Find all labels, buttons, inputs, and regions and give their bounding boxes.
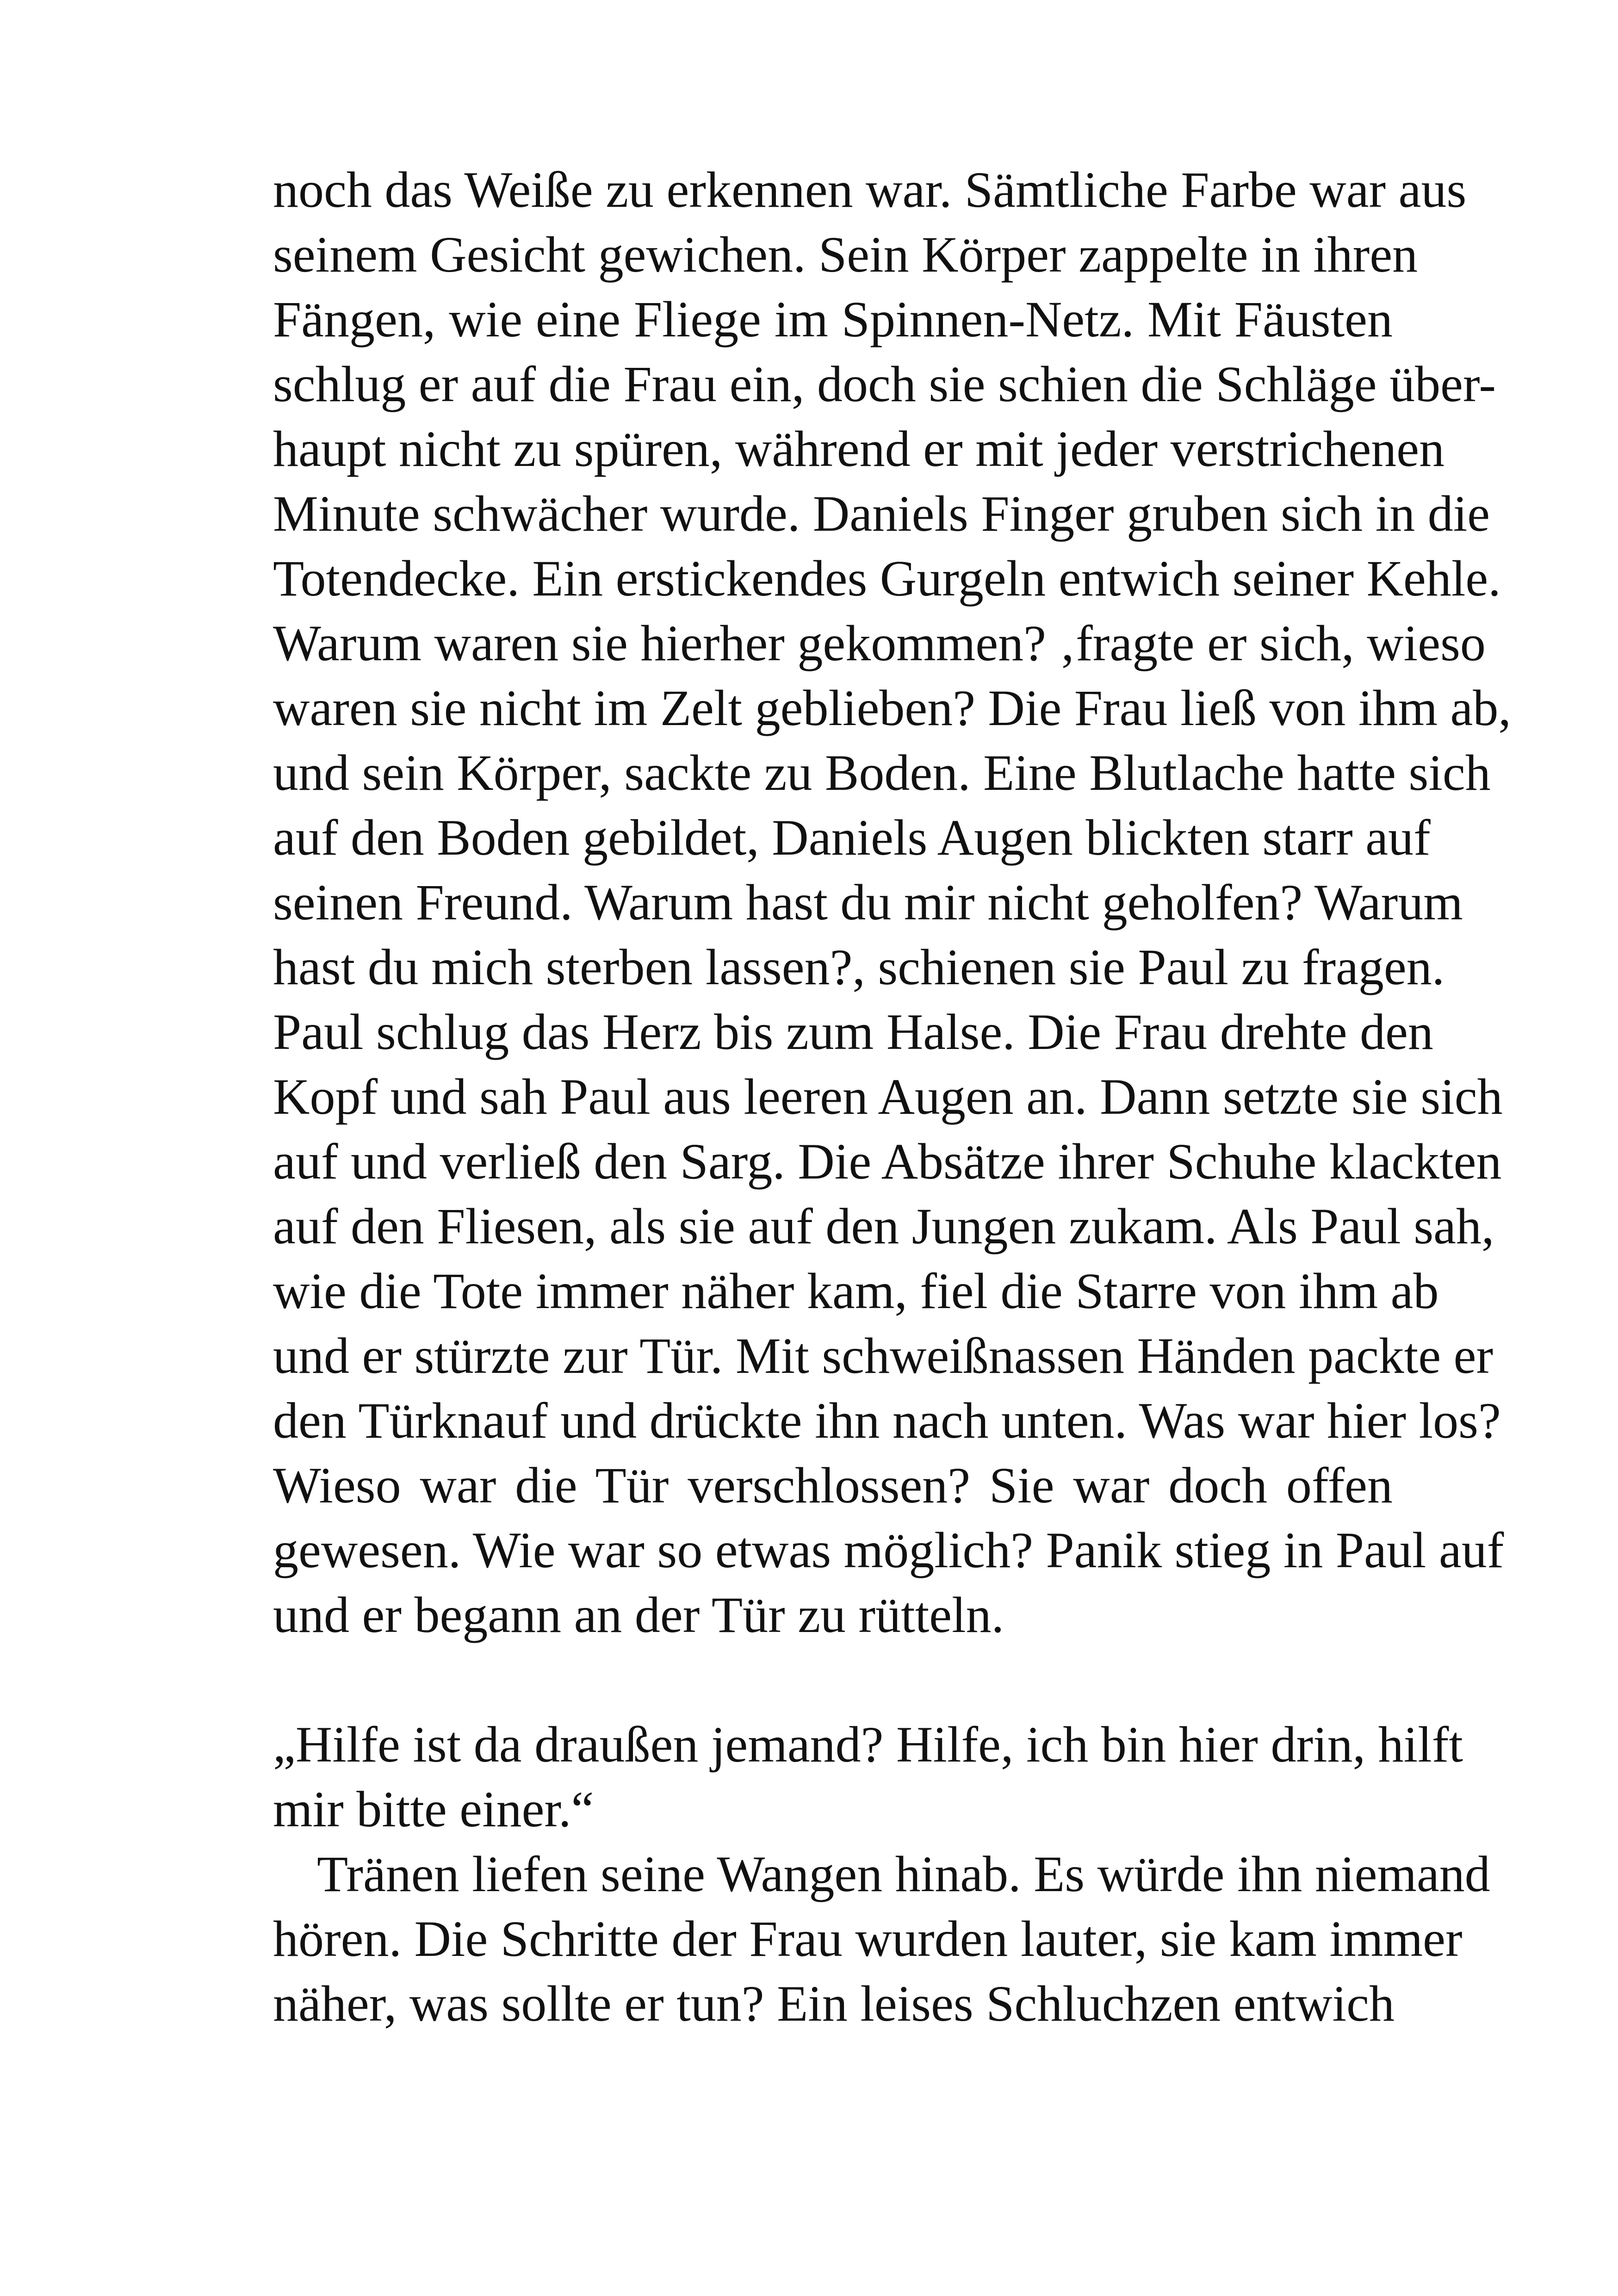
text-line: Minute schwächer wurde. Daniels Finger gruben sich in die — [273, 485, 1490, 542]
text-line: schlug er auf die Frau ein, doch sie schien die Schläge über- — [273, 356, 1496, 412]
text-line: und er begann an der Tür zu rütteln. — [273, 1587, 1004, 1643]
text-line: hast du mich sterben lassen?, schienen sie Paul zu fragen. — [273, 939, 1445, 995]
text-line: Kopf und sah Paul aus leeren Augen an. Dann setzte sie sich — [273, 1068, 1503, 1125]
text-line: noch das Weiße zu erkennen war. Sämtliche Farbe war aus — [273, 161, 1467, 218]
text-line: näher, was sollte er tun? Ein leises Schluchzen entwich — [273, 1975, 1395, 2032]
text-line: seinem Gesicht gewichen. Sein Körper zappelte in ihren — [273, 226, 1418, 283]
text-line: Fängen, wie eine Fliege im Spinnen-Netz. Mit Fäusten — [273, 291, 1393, 348]
text-line: waren sie nicht im Zelt geblieben? Die Frau ließ von ihm ab, — [273, 680, 1511, 736]
text-line: Tränen liefen seine Wangen hinab. Es würde ihn niemand — [317, 1846, 1490, 1902]
text-line: den Türknauf und drückte ihn nach unten. Was war hier los? — [273, 1392, 1501, 1449]
text-line: mir bitte einer.“ — [273, 1781, 594, 1837]
text-line: auf und verließ den Sarg. Die Absätze ihrer Schuhe klackten — [273, 1133, 1502, 1190]
text-line: haupt nicht zu spüren, während er mit jeder verstrichenen — [273, 421, 1445, 477]
text-line: wie die Tote immer näher kam, fiel die Starre von ihm ab — [273, 1263, 1439, 1319]
text-line: Wieso war die Tür verschlossen? Sie war doch offen — [273, 1457, 1393, 1514]
text-line: auf den Boden gebildet, Daniels Augen blickten starr auf — [273, 809, 1431, 866]
text-line: gewesen. Wie war so etwas möglich? Panik stieg in Paul auf — [273, 1522, 1504, 1578]
text-line: Totendecke. Ein erstickendes Gurgeln entwich seiner Kehle. — [273, 550, 1501, 607]
text-line: Paul schlug das Herz bis zum Halse. Die Frau drehte den — [273, 1004, 1433, 1060]
text-line: und er stürzte zur Tür. Mit schweißnassen Händen packte er — [273, 1328, 1494, 1384]
text-line: Warum waren sie hierher gekommen? ‚fragte er sich, wieso — [273, 615, 1486, 671]
text-line: „Hilfe ist da draußen jemand? Hilfe, ich bin hier drin, hilft — [273, 1716, 1463, 1773]
text-line: und sein Körper, sackte zu Boden. Eine Blutlache hatte sich — [273, 745, 1491, 801]
text-line: seinen Freund. Warum hast du mir nicht geholfen? Warum — [273, 874, 1463, 931]
text-line: auf den Fliesen, als sie auf den Jungen zukam. Als Paul sah, — [273, 1198, 1494, 1254]
text-line: hören. Die Schritte der Frau wurden lauter, sie kam immer — [273, 1911, 1463, 1967]
